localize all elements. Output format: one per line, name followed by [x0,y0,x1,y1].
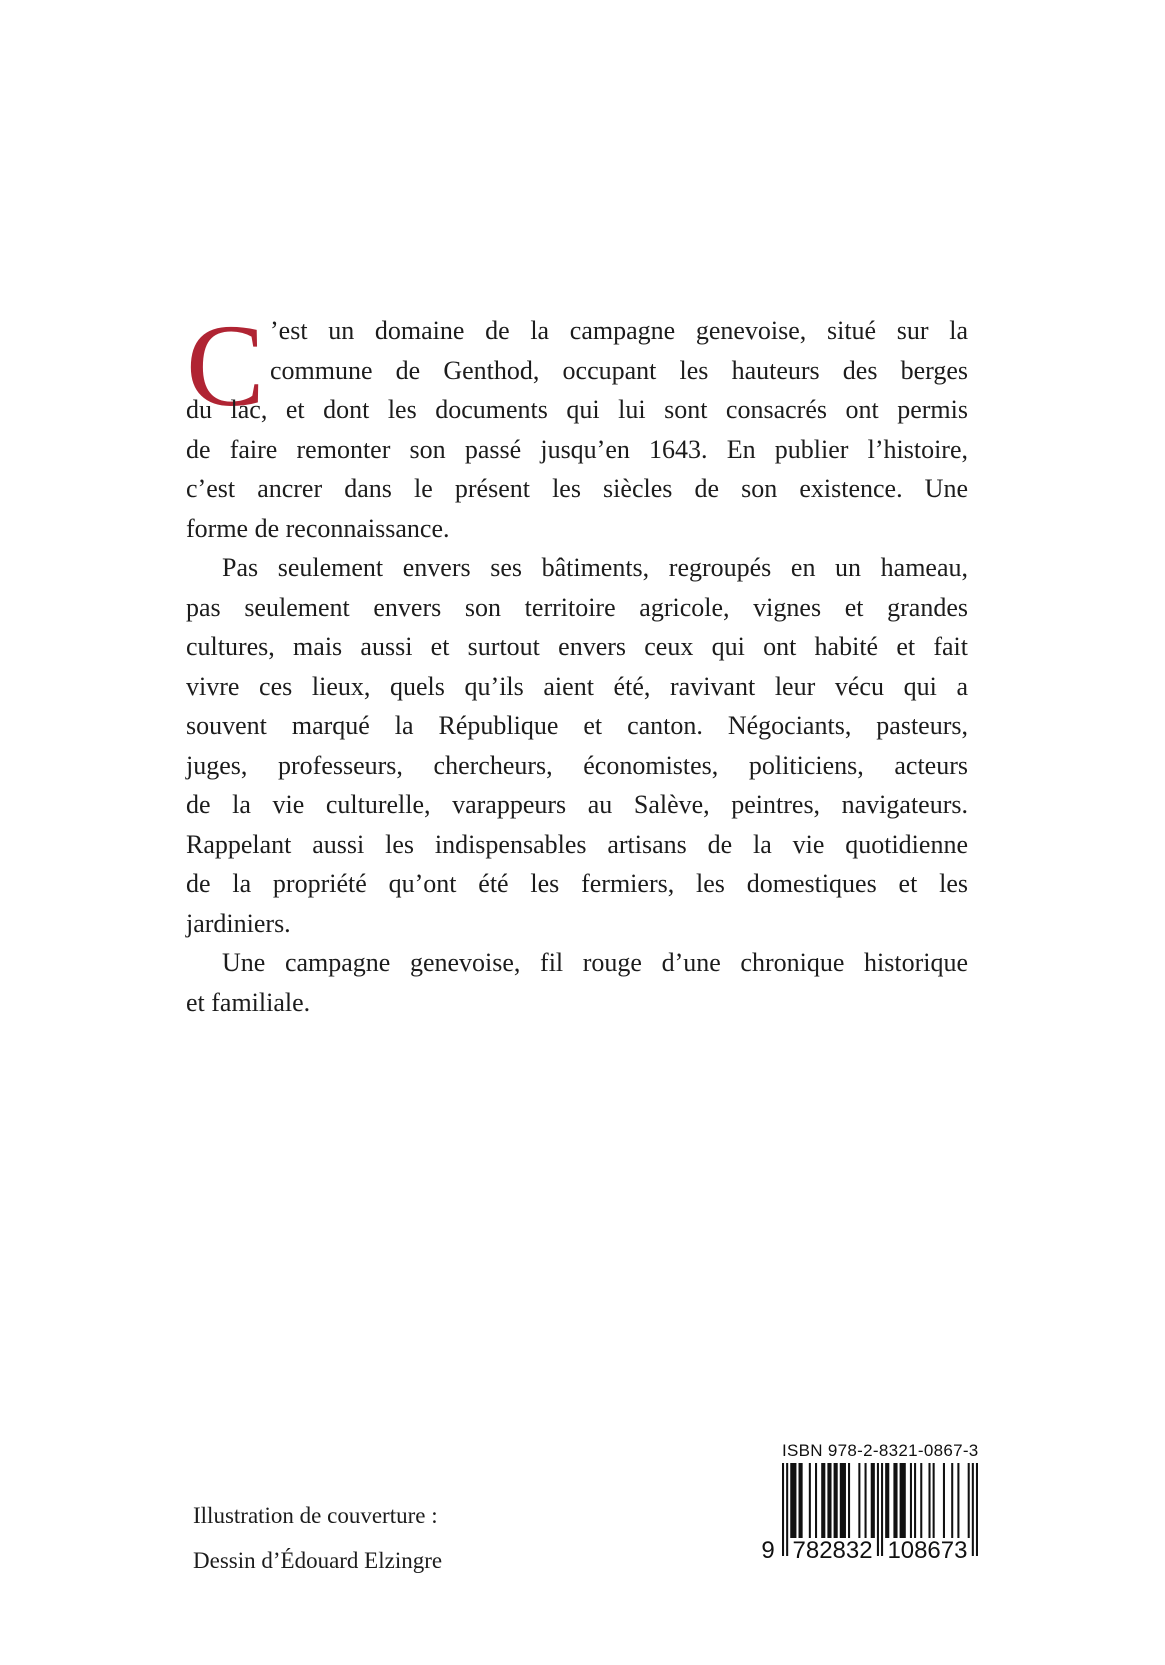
barcode-bar [951,1463,953,1538]
paragraph [186,311,968,548]
body-line: de la vie culturelle, varappeurs au Salève, peintres, navigateurs. [186,790,968,819]
barcode-bar [943,1463,945,1538]
body-line: commune de Genthod, occupant les hauteurs des berges [270,355,968,385]
barcode-bar [885,1463,889,1538]
credit-line-2: Dessin d’Édouard Elzingre [193,1548,443,1573]
barcode-bar [877,1463,879,1556]
body-line: souvent marqué la République et canton. Négociants, pasteurs, [186,711,968,740]
barcode-bar [809,1463,811,1538]
barcode-bar [782,1463,784,1556]
barcode-bar [799,1463,803,1538]
isbn-label: ISBN 978-2-8321-0867-3 [782,1441,979,1460]
barcode-bar [920,1463,922,1538]
drop-cap: C [186,300,265,431]
barcode-digits-left: 782832 [792,1537,873,1561]
barcode-bar [786,1463,788,1556]
body-line: vivre ces lieux, quels qu’ils aient été, ravivant leur vécu qui a [186,671,968,701]
body-line: et familiale. [186,987,311,1017]
barcode-bar [815,1463,817,1538]
cover-credit [193,1493,442,1583]
barcode-bar [928,1463,930,1538]
barcode-bar [848,1463,850,1538]
body-line: de faire remonter son passé jusqu’en 1643. En publier l’histoire, [186,434,968,464]
body-line: du lac, et dont les documents qui lui sont consacrés ont permis [186,395,968,424]
barcode-bar [900,1463,906,1538]
ean13-barcode [760,1463,978,1561]
body-line: Pas seulement envers ses bâtiments, regroupés en un hameau, [222,553,968,582]
barcode-digit-lead: 9 [761,1537,775,1561]
barcode-bar [910,1463,912,1538]
barcode-bar [871,1463,875,1538]
body-line: juges, professeurs, chercheurs, économistes, politiciens, acteurs [186,750,968,780]
barcode-bar [840,1463,846,1538]
isbn-barcode-block [760,1441,978,1561]
synopsis-text [186,311,968,1022]
body-line: de la propriété qu’ont été les fermiers, les domestiques et les [186,869,968,898]
barcode-bar [972,1463,974,1556]
barcode-bar [821,1463,825,1538]
barcode-bar [957,1463,959,1538]
barcode-bar [790,1463,796,1538]
body-line: ’est un domaine de la campagne genevoise, situé sur la [270,316,968,345]
barcode-bar [933,1463,935,1538]
body-line: cultures, mais aussi et surtout envers ceux qui ont habité et fait [186,632,968,661]
barcode-bar [827,1463,831,1538]
barcode-bar [968,1463,970,1538]
barcode-bar [976,1463,978,1556]
barcode-bar [834,1463,838,1538]
barcode-bar [881,1463,883,1556]
body-line: Rappelant aussi les indispensables artisans de la vie quotidienne [186,829,968,859]
body-line: jardiniers. [186,908,291,938]
paragraph [186,943,968,1022]
barcode-bar [858,1463,860,1538]
paragraph [186,548,968,943]
barcode-digits-right: 108673 [887,1537,968,1561]
body-line: Une campagne genevoise, fil rouge d’une chronique historique [222,948,968,977]
barcode-bar [914,1463,916,1538]
barcode-bar [893,1463,897,1538]
body-line: c’est ancrer dans le présent les siècles de son existence. Une [186,474,968,503]
barcode-bar [865,1463,867,1538]
body-line: forme de reconnaissance. [186,513,450,543]
body-line: pas seulement envers son territoire agricole, vignes et grandes [186,592,968,622]
credit-line-1: Illustration de couverture : [193,1503,438,1528]
